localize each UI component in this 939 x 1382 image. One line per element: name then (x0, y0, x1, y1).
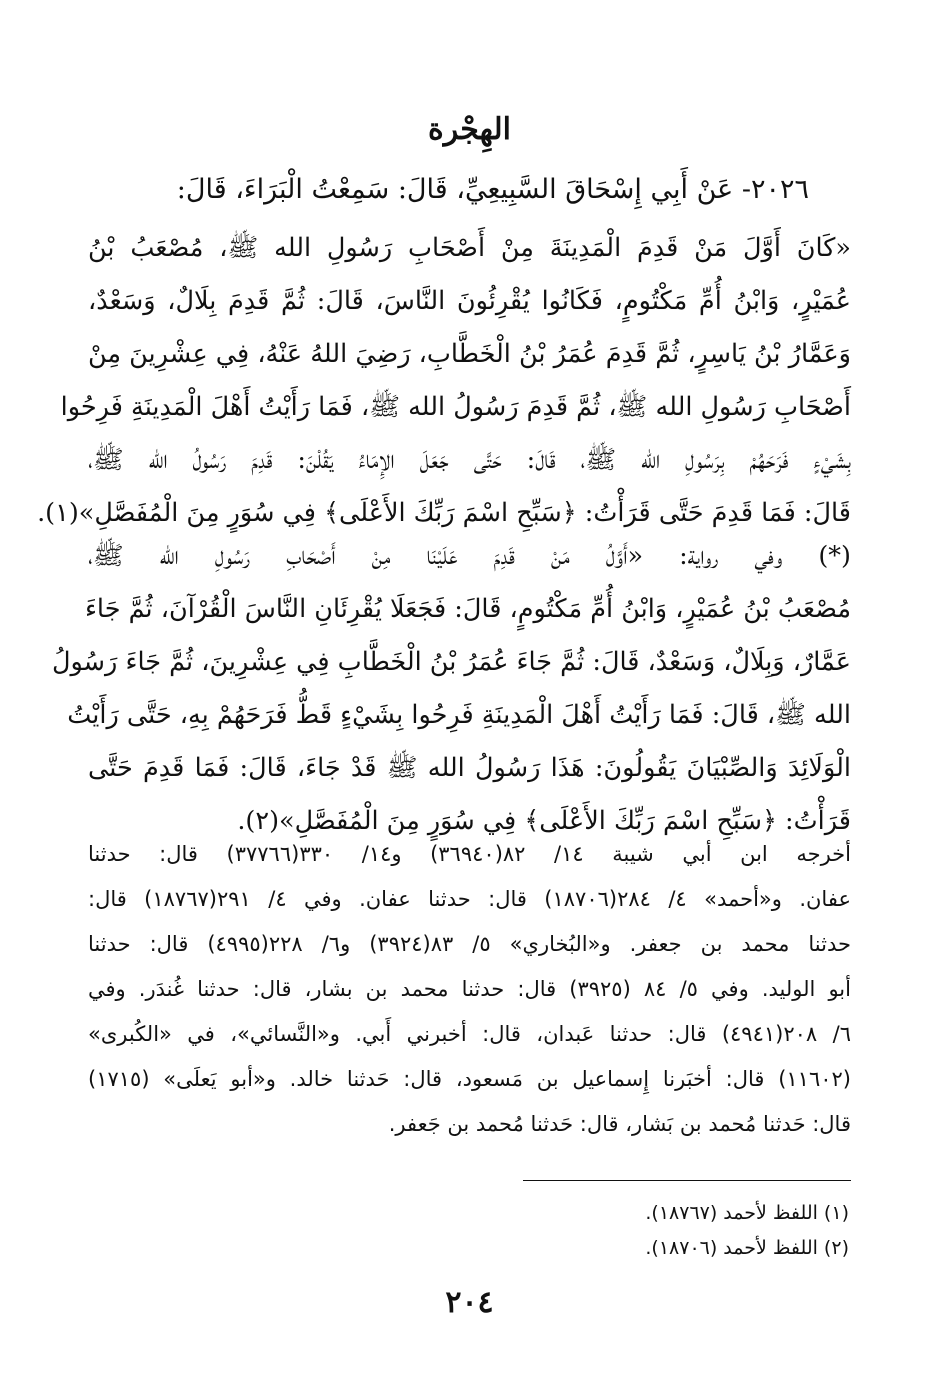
source-line: (١١٦٠٢) قال: أخبَرنا إِسماعيل بن مَسعود، قال: حَدثنا خالد. و«أبو يَعلَى» (١٧١٥) (88, 1067, 851, 1091)
footnote-divider (523, 1180, 851, 1181)
text-line: مُصْعَبُ بْنُ عُمَيْرٍ، وَابْنُ أُمِّ مَكْتُومٍ، قَالَ: فَجَعَلَا يُقْرِئَانِ النَّاسَ الْقُرْآنَ، ثُمَّ جَاءَ (84, 594, 851, 624)
text-line: عَمَّارٌ، وَبِلَالٌ، وَسَعْدٌ، قَالَ: ثُمَّ جَاءَ عُمَرُ بْنُ الْخَطَّابِ فِي عِشْرِينَ، ثُمَّ جَاءَ رَسُولُ (51, 647, 851, 677)
text-line: الله ﷺ، قَالَ: فَمَا رَأَيْتُ أَهْلَ الْمَدِينَةِ فَرِحُوا بِشَيْءٍ قَطُّ فَرَحَهُمْ بِهِ، حَتَّى رَأَيْتُ (67, 700, 851, 730)
footnote-2: (٢) اللفظ لأحمد (١٨٧٠٦). (645, 1237, 849, 1259)
hadith-intro: ٢٠٢٦- عَنْ أَبِي إِسْحَاقَ السَّبِيعِيِّ، قَالَ: سَمِعْتُ الْبَرَاءَ، قَالَ: (176, 174, 809, 205)
source-line: أخرجه ابن أبي شيبة ١٤/ ٨٢(٣٦٩٤٠) و١٤/ ٣٣٠(٣٧٧٦٦) قال: حدثنا (88, 842, 851, 866)
source-line: قال: حَدثنا مُحمد بن بَشار، قال: حَدثنا مُحمد بن جَعفر. (388, 1112, 851, 1136)
text-line: «كَانَ أَوَّلَ مَنْ قَدِمَ الْمَدِينَةَ مِنْ أَصْحَابِ رَسُولِ الله ﷺ، مُصْعَبُ بْنُ (88, 233, 851, 263)
text-line: أَصْحَابِ رَسُولِ الله ﷺ، ثُمَّ قَدِمَ رَسُولُ الله ﷺ، فَمَا رَأَيْتُ أَهْلَ الْمَدِينَةِ فَرِحُوا (60, 392, 851, 422)
text-line: وَعَمَّارُ بْنُ يَاسِرٍ، ثُمَّ قَدِمَ عُمَرُ بْنُ الْخَطَّابِ، رَضِيَ اللهُ عَنْهُ، فِي عِشْرِينَ مِنْ (87, 339, 851, 369)
text-line: بِشَيْءٍ فَرَحَهُمْ بِرَسُولِ الله ﷺ، قَالَ: حَتَّى جَعَلَ الإِمَاءُ يَقُلْنَ: قَدِمَ رَسُولُ الله ﷺ، (88, 445, 851, 475)
source-line: حدثنا محمد بن جعفر. و«البُخاري» ٥/ ٨٣(٣٩٢٤) و٦/ ٢٢٨(٤٩٩٥) قال: حدثنا (88, 932, 851, 956)
footnotes (90, 1196, 849, 1266)
text-line: قَرَأْتُ: ﴿سَبِّحِ اسْمَ رَبِّكَ الأَعْلَى﴾ فِي سُوَرٍ مِنَ الْمُفَصَّلِ»(٢). (237, 806, 851, 836)
footnote-1: (١) اللفظ لأحمد (١٨٧٦٧). (645, 1202, 849, 1224)
source-line: ٦/ ٢٠٨(٤٩٤١) قال: حدثنا عَبدان، قال: أخبرني أَبي. و«النَّسائي»، في «الكُبرى» (88, 1022, 851, 1046)
text-line: عُمَيْرٍ، وَابْنُ أُمِّ مَكْتُومٍ، فَكَانُوا يُقْرِئُونَ النَّاسَ، قَالَ: ثُمَّ قَدِمَ بِلَالٌ، وَسَعْدٌ، (88, 286, 851, 316)
chapter-title: الهِجْرة (428, 112, 511, 147)
text-line: (*) وفي رواية: «أَوَّلُ مَنْ قَدِمَ عَلَيْنَا مِنْ أَصْحَابِ رَسُولِ الله ﷺ، (88, 541, 851, 571)
hadith-variant-text (51, 530, 851, 848)
hadith-main-text (37, 222, 851, 540)
source-line: أبو الوليد. وفي ٥/ ٨٤ (٣٩٢٥) قال: حدثنا محمد بن بشار، قال: حدثنا غُندَر. وفي (88, 977, 851, 1001)
text-line: الْوَلَائِدَ وَالصِّبْيَانَ يَقُولُونَ: هَذَا رَسُولُ الله ﷺ قَدْ جَاءَ، قَالَ: فَمَا قَدِمَ حَتَّى (88, 753, 851, 783)
text-line: قَالَ: فَمَا قَدِمَ حَتَّى قَرَأْتُ: ﴿سَبِّحِ اسْمَ رَبِّكَ الأَعْلَى﴾ فِي سُوَرٍ مِنَ الْمُفَصَّلِ»(١). (37, 498, 851, 528)
takhrij-sources (88, 832, 851, 1147)
source-line: عفان. و«أحمد» ٤/ ٢٨٤(١٨٧٠٦) قال: حدثنا عفان. وفي ٤/ ٢٩١(١٨٧٦٧) قال: (88, 887, 851, 911)
page-number: ٢٠٤ (445, 1285, 494, 1320)
